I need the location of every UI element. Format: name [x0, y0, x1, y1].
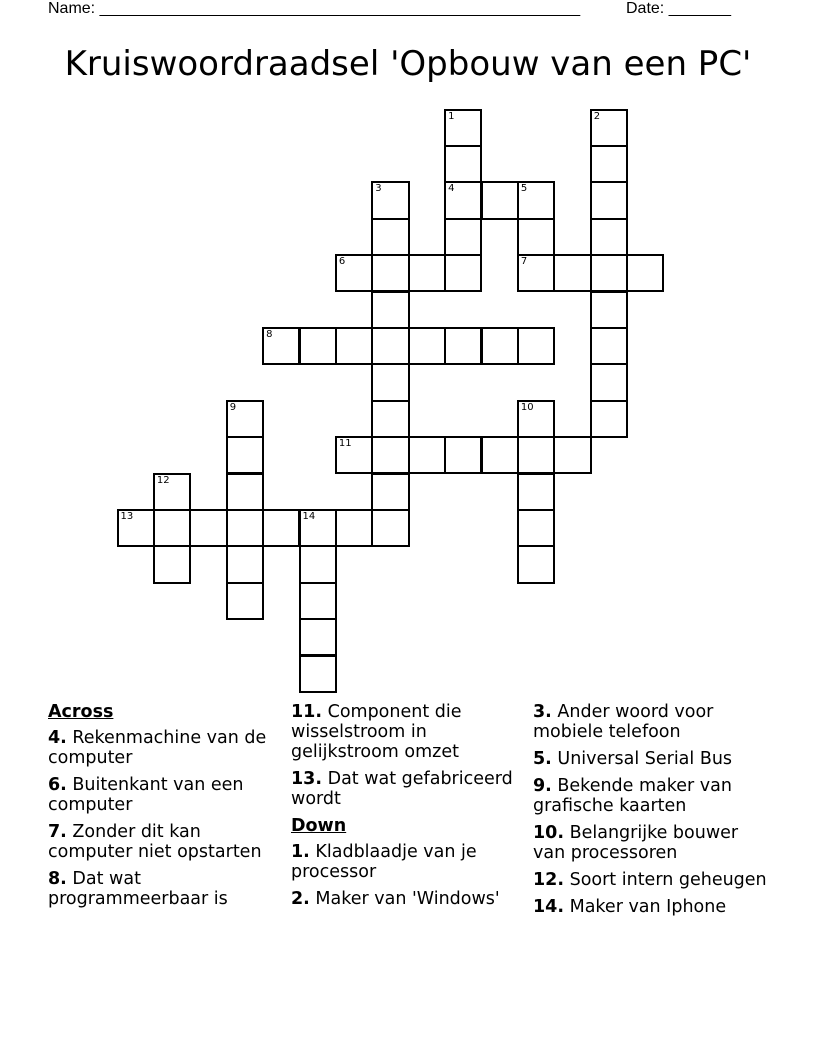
crossword-cell[interactable] [408, 436, 446, 474]
crossword-cell[interactable] [517, 181, 555, 219]
crossword-cell[interactable] [153, 473, 191, 511]
crossword-cell[interactable] [444, 145, 482, 183]
crossword-cell[interactable] [226, 473, 264, 511]
clue-number: 13. [291, 769, 323, 789]
clue-number: 7 [520, 256, 528, 268]
clue-number: 11 [338, 438, 352, 450]
name-field-label: Name: ______________________________________________________ [48, 0, 581, 17]
crossword-cell[interactable] [371, 327, 409, 365]
crossword-cell[interactable] [590, 145, 628, 183]
crossword-cell[interactable] [517, 218, 555, 256]
crossword-cell[interactable] [226, 436, 264, 474]
clue-number: 10 [520, 401, 534, 413]
crossword-cell[interactable] [299, 582, 337, 620]
crossword-cell[interactable] [590, 218, 628, 256]
crossword-cell[interactable] [517, 545, 555, 583]
clue-item [533, 702, 769, 742]
clue-text: Bekende maker van grafische kaarten [533, 776, 732, 816]
clue-number: 5 [520, 183, 528, 195]
crossword-cell[interactable] [371, 473, 409, 511]
clue-item [533, 897, 769, 917]
clue-number: 7. [48, 822, 67, 842]
crossword-cell[interactable] [553, 254, 591, 292]
crossword-cell[interactable] [226, 582, 264, 620]
clue-number: 1. [291, 842, 310, 862]
clue-text: Belangrijke bouwer van processoren [533, 823, 739, 863]
crossword-cell[interactable] [444, 327, 482, 365]
crossword-cell[interactable] [153, 545, 191, 583]
crossword-cell[interactable] [517, 254, 555, 292]
crossword-cell[interactable] [371, 436, 409, 474]
clue-item [291, 702, 527, 762]
crossword-cell[interactable] [590, 291, 628, 329]
crossword-cell[interactable] [299, 545, 337, 583]
clue-number: 8. [48, 869, 67, 889]
crossword-cell[interactable] [299, 655, 337, 693]
clue-number: 12. [533, 870, 565, 890]
crossword-cell[interactable] [371, 218, 409, 256]
crossword-cell[interactable] [299, 327, 337, 365]
crossword-cell[interactable] [262, 327, 300, 365]
crossword-cell[interactable] [335, 509, 373, 547]
clue-text: Dat wat programmeerbaar is [48, 869, 228, 909]
crossword-cell[interactable] [590, 363, 628, 401]
crossword-cell[interactable] [590, 400, 628, 438]
clue-item [291, 769, 527, 809]
clue-number: 5. [533, 749, 552, 769]
clues-column-1 [48, 702, 284, 916]
crossword-cell[interactable] [444, 254, 482, 292]
clue-text: Ander woord voor mobiele telefoon [533, 702, 714, 742]
clue-number: 2 [593, 110, 601, 122]
crossword-cell[interactable] [444, 181, 482, 219]
clue-item [48, 869, 284, 909]
crossword-cell[interactable] [371, 400, 409, 438]
crossword-cell[interactable] [335, 436, 373, 474]
page-title: Kruiswoordraadsel 'Opbouw van een PC' [64, 44, 752, 84]
crossword-cell[interactable] [590, 181, 628, 219]
crossword-cell[interactable] [189, 509, 227, 547]
crossword-cell[interactable] [590, 254, 628, 292]
crossword-cell[interactable] [226, 509, 264, 547]
clue-number: 9. [533, 776, 552, 796]
crossword-cell[interactable] [481, 436, 519, 474]
clue-number: 1 [448, 110, 455, 122]
crossword-cell[interactable] [335, 254, 373, 292]
crossword-cell[interactable] [371, 509, 409, 547]
clue-number: 10. [533, 823, 565, 843]
crossword-cell[interactable] [262, 509, 300, 547]
crossword-cell[interactable] [481, 181, 519, 219]
crossword-cell[interactable] [299, 618, 337, 656]
crossword-cell[interactable] [444, 109, 482, 147]
clue-number: 13 [120, 510, 134, 522]
clue-text: Universal Serial Bus [557, 749, 733, 769]
crossword-cell[interactable] [371, 363, 409, 401]
crossword-cell[interactable] [371, 291, 409, 329]
crossword-cell[interactable] [481, 327, 519, 365]
crossword-cell[interactable] [408, 254, 446, 292]
crossword-cell[interactable] [226, 545, 264, 583]
crossword-cell[interactable] [335, 327, 373, 365]
clue-text: Zonder dit kan computer niet opstarten [48, 822, 262, 862]
clue-item [533, 749, 769, 769]
section-heading: Across [48, 702, 114, 722]
clue-number: 3. [533, 702, 552, 722]
clue-number: 9 [229, 401, 237, 413]
crossword-cell[interactable] [517, 436, 555, 474]
clue-text: Kladblaadje van je processor [291, 842, 477, 882]
crossword-cell[interactable] [590, 109, 628, 147]
crossword-cell[interactable] [226, 400, 264, 438]
clue-text: Component die wisselstroom in gelijkstroom omzet [291, 702, 462, 762]
clue-text: Buitenkant van een computer [48, 775, 244, 815]
crossword-cell[interactable] [444, 436, 482, 474]
clue-item [291, 842, 527, 882]
clue-text: Rekenmachine van de computer [48, 728, 267, 768]
clue-number: 4 [448, 183, 455, 195]
clue-text: Maker van Iphone [569, 897, 727, 917]
clue-item [533, 870, 769, 890]
crossword-cell[interactable] [153, 509, 191, 547]
crossword-cell[interactable] [299, 509, 337, 547]
clue-number: 14 [302, 510, 316, 522]
clue-number: 6 [338, 256, 346, 268]
crossword-cell[interactable] [408, 327, 446, 365]
clue-number: 11. [291, 702, 323, 722]
clue-text: Dat wat gefabriceerd wordt [291, 769, 513, 809]
crossword-cell[interactable] [517, 473, 555, 511]
crossword-cell[interactable] [517, 509, 555, 547]
crossword-cell[interactable] [553, 436, 591, 474]
clue-item [533, 823, 769, 863]
clue-number: 8 [266, 328, 273, 340]
section-heading: Down [291, 816, 347, 836]
crossword-cell[interactable] [371, 254, 409, 292]
clues-column-3 [533, 702, 769, 924]
clue-text: Maker van 'Windows' [315, 889, 500, 909]
clue-item [48, 775, 284, 815]
clue-number: 4. [48, 728, 67, 748]
clue-number: 3 [375, 183, 382, 195]
clue-number: 12 [156, 474, 170, 486]
clue-number: 2. [291, 889, 310, 909]
clue-item [533, 776, 769, 816]
clue-item [48, 822, 284, 862]
clues-column-2 [291, 702, 527, 916]
clue-item [291, 889, 527, 909]
crossword-cell[interactable] [626, 254, 664, 292]
crossword-cell[interactable] [371, 181, 409, 219]
crossword-cell[interactable] [117, 509, 155, 547]
date-field-label: Date: _______ [626, 0, 731, 17]
crossword-cell[interactable] [444, 218, 482, 256]
crossword-cell[interactable] [590, 327, 628, 365]
crossword-cell[interactable] [517, 400, 555, 438]
clue-number: 14. [533, 897, 565, 917]
clue-number: 6. [48, 775, 67, 795]
clue-text: Soort intern geheugen [569, 870, 767, 890]
crossword-cell[interactable] [517, 327, 555, 365]
clue-item [48, 728, 284, 768]
